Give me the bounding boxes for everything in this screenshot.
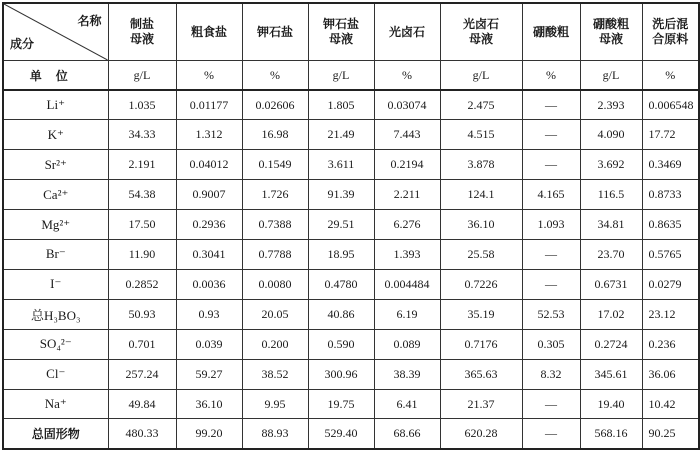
table-cell: 2.475 [440, 90, 522, 120]
column-header: 洗后混 合原料 [642, 3, 699, 61]
table-cell: 54.38 [108, 180, 176, 210]
table-cell: 4.515 [440, 120, 522, 150]
table-body [3, 90, 699, 449]
table-cell: 0.9007 [176, 180, 242, 210]
table-row [3, 359, 699, 389]
column-header: 硼酸粗 母液 [580, 3, 642, 61]
table-cell: 620.28 [440, 419, 522, 449]
table-cell: 0.7226 [440, 269, 522, 299]
unit-cell: % [642, 61, 699, 91]
header-row [3, 3, 699, 61]
unit-cell: g/L [108, 61, 176, 91]
table-cell: 1.805 [308, 90, 374, 120]
table-cell: 8.32 [522, 359, 580, 389]
table-cell: 0.2852 [108, 269, 176, 299]
table-cell: 0.04012 [176, 150, 242, 180]
table-cell: 36.10 [176, 389, 242, 419]
table-cell: 38.39 [374, 359, 440, 389]
table-cell: 365.63 [440, 359, 522, 389]
table-cell: 0.0080 [242, 269, 308, 299]
table-cell: 17.02 [580, 299, 642, 329]
table-row [3, 180, 699, 210]
table-cell: 1.093 [522, 210, 580, 240]
table-cell: — [522, 419, 580, 449]
table-cell: 21.37 [440, 389, 522, 419]
table-cell: 0.089 [374, 329, 440, 359]
table-cell: 1.312 [176, 120, 242, 150]
table-cell: 0.2194 [374, 150, 440, 180]
column-header: 粗食盐 [176, 3, 242, 61]
row-label: Na⁺ [3, 389, 108, 419]
table-cell: 0.93 [176, 299, 242, 329]
unit-cell: % [522, 61, 580, 91]
table-cell: 0.03074 [374, 90, 440, 120]
table-cell: 0.6731 [580, 269, 642, 299]
table-cell: 6.276 [374, 210, 440, 240]
table-cell: 49.84 [108, 389, 176, 419]
table-cell: 91.39 [308, 180, 374, 210]
table-cell: 0.0279 [642, 269, 699, 299]
row-label: Br⁻ [3, 240, 108, 270]
table-cell: — [522, 240, 580, 270]
table-row [3, 329, 699, 359]
table-cell: 50.93 [108, 299, 176, 329]
table-cell: 19.75 [308, 389, 374, 419]
table-cell: 40.86 [308, 299, 374, 329]
table-cell: 11.90 [108, 240, 176, 270]
table-cell: 23.12 [642, 299, 699, 329]
table-cell: 1.726 [242, 180, 308, 210]
row-label: 总H₃BO₃ [3, 299, 108, 329]
column-header: 钾石盐 [242, 3, 308, 61]
table-cell: 0.305 [522, 329, 580, 359]
table-cell: 0.3041 [176, 240, 242, 270]
table-cell: 0.039 [176, 329, 242, 359]
table-cell: 3.611 [308, 150, 374, 180]
column-header: 硼酸粗 [522, 3, 580, 61]
unit-row-label: 单位 [3, 61, 108, 91]
table-cell: 2.191 [108, 150, 176, 180]
table-cell: 17.50 [108, 210, 176, 240]
table-cell: 20.05 [242, 299, 308, 329]
column-header: 钾石盐 母液 [308, 3, 374, 61]
table-cell: 0.01177 [176, 90, 242, 120]
table-cell: 3.878 [440, 150, 522, 180]
table-row [3, 90, 699, 120]
table-cell: — [522, 389, 580, 419]
table-cell: 568.16 [580, 419, 642, 449]
table-row [3, 269, 699, 299]
corner-component-label: 成分 [10, 37, 35, 51]
table-cell: 0.7176 [440, 329, 522, 359]
table-cell: — [522, 269, 580, 299]
table-cell: 1.035 [108, 90, 176, 120]
table-cell: 300.96 [308, 359, 374, 389]
table-cell: 0.7388 [242, 210, 308, 240]
table-cell: 2.393 [580, 90, 642, 120]
row-label: SO₄²⁻ [3, 329, 108, 359]
table-cell: 90.25 [642, 419, 699, 449]
table-cell: 0.200 [242, 329, 308, 359]
table-cell: 257.24 [108, 359, 176, 389]
table-cell: 0.02606 [242, 90, 308, 120]
table-cell: 0.006548 [642, 90, 699, 120]
table-cell: 116.5 [580, 180, 642, 210]
row-label: Ca²⁺ [3, 180, 108, 210]
column-header: 光卤石 母液 [440, 3, 522, 61]
table-cell: 88.93 [242, 419, 308, 449]
row-label: Mg²⁺ [3, 210, 108, 240]
table-cell: 34.33 [108, 120, 176, 150]
table-cell: 0.1549 [242, 150, 308, 180]
table-cell: 480.33 [108, 419, 176, 449]
table-cell: 0.0036 [176, 269, 242, 299]
table-cell: 6.19 [374, 299, 440, 329]
table-cell: 25.58 [440, 240, 522, 270]
column-header: 制盐 母液 [108, 3, 176, 61]
table-row [3, 120, 699, 150]
table-cell: 0.701 [108, 329, 176, 359]
table-cell: 21.49 [308, 120, 374, 150]
table-cell: — [522, 90, 580, 120]
table-cell: 17.72 [642, 120, 699, 150]
table-row-total [3, 419, 699, 449]
table-cell: — [522, 150, 580, 180]
table-cell: 18.95 [308, 240, 374, 270]
table-cell: 124.1 [440, 180, 522, 210]
table-cell: 36.06 [642, 359, 699, 389]
column-header: 光卤石 [374, 3, 440, 61]
composition-table [2, 2, 700, 450]
row-label: 总固形物 [3, 419, 108, 449]
unit-cell: g/L [308, 61, 374, 91]
row-label: Sr²⁺ [3, 150, 108, 180]
table-cell: 99.20 [176, 419, 242, 449]
table-cell: 0.3469 [642, 150, 699, 180]
table-cell: 0.5765 [642, 240, 699, 270]
table-cell: 0.8733 [642, 180, 699, 210]
table-cell: 36.10 [440, 210, 522, 240]
table-cell: 7.443 [374, 120, 440, 150]
table-cell: 59.27 [176, 359, 242, 389]
table-cell: 52.53 [522, 299, 580, 329]
table-cell: 2.211 [374, 180, 440, 210]
table-cell: 68.66 [374, 419, 440, 449]
unit-row [3, 61, 699, 91]
table-cell: 9.95 [242, 389, 308, 419]
table-cell: 4.090 [580, 120, 642, 150]
row-label: I⁻ [3, 269, 108, 299]
unit-cell: % [242, 61, 308, 91]
table-cell: — [522, 120, 580, 150]
table-cell: 34.81 [580, 210, 642, 240]
row-label: Li⁺ [3, 90, 108, 120]
table-cell: 10.42 [642, 389, 699, 419]
table-cell: 29.51 [308, 210, 374, 240]
row-label: Cl⁻ [3, 359, 108, 389]
table-cell: 1.393 [374, 240, 440, 270]
unit-cell: % [176, 61, 242, 91]
table-cell: 529.40 [308, 419, 374, 449]
corner-cell [3, 3, 108, 61]
table-row [3, 389, 699, 419]
table-row [3, 210, 699, 240]
table-cell: 4.165 [522, 180, 580, 210]
table-cell: 0.7788 [242, 240, 308, 270]
table-row [3, 299, 699, 329]
table-row [3, 150, 699, 180]
table-cell: 345.61 [580, 359, 642, 389]
table-cell: 0.2936 [176, 210, 242, 240]
table-row [3, 240, 699, 270]
table-cell: 0.8635 [642, 210, 699, 240]
table-cell: 6.41 [374, 389, 440, 419]
row-label: K⁺ [3, 120, 108, 150]
table-cell: 0.004484 [374, 269, 440, 299]
table-cell: 0.236 [642, 329, 699, 359]
unit-cell: g/L [440, 61, 522, 91]
table-cell: 38.52 [242, 359, 308, 389]
unit-cell: g/L [580, 61, 642, 91]
corner-name-label: 名称 [77, 14, 102, 28]
unit-cell: % [374, 61, 440, 91]
table-cell: 23.70 [580, 240, 642, 270]
table-cell: 0.2724 [580, 329, 642, 359]
table-cell: 35.19 [440, 299, 522, 329]
table-cell: 0.590 [308, 329, 374, 359]
table-cell: 0.4780 [308, 269, 374, 299]
table-cell: 19.40 [580, 389, 642, 419]
table-cell: 3.692 [580, 150, 642, 180]
table-cell: 16.98 [242, 120, 308, 150]
